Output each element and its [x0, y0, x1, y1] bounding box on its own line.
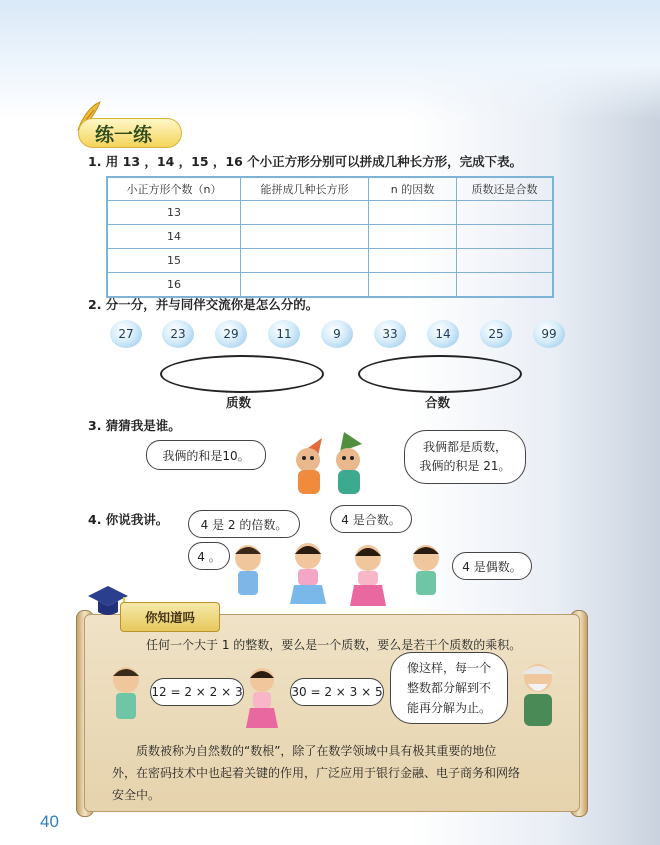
number-bubble: 9 — [321, 320, 353, 348]
number-bubble: 27 — [110, 320, 142, 348]
table-cell — [457, 225, 554, 249]
formula-30-bubble: 30 = 2 × 3 × 5 — [290, 678, 384, 706]
number-bubble: 25 — [480, 320, 512, 348]
girl-illustration — [242, 664, 282, 732]
table-cell — [369, 201, 457, 225]
composite-group-oval — [358, 355, 522, 393]
composite-speech-bubble: 4 是合数。 — [330, 505, 412, 533]
table-cell: 14 — [107, 225, 241, 249]
product-speech-bubble — [404, 430, 526, 484]
question-1-label: 1. 用 13 ，14 ，15 ，16 个小正方形分别可以拼成几种长方形，完成下表。 — [88, 154, 523, 169]
table-row — [107, 273, 553, 298]
table-cell — [457, 249, 554, 273]
number-bubble: 29 — [215, 320, 247, 348]
old-man-illustration — [512, 660, 564, 732]
tip-paragraph-line-2: 外，在密码技术中也起着关键的作用，广泛应用于银行金融、电子商务和网络 — [112, 766, 521, 780]
table-cell: 16 — [107, 273, 241, 298]
product-bubble-line: 我俩都是质数， — [422, 440, 507, 454]
old-man-bubble-line: 像这样，每一个 — [406, 661, 491, 675]
multiple-speech-bubble: 4 是 2 的倍数。 — [188, 510, 300, 538]
old-man-bubble-line: 能再分解为止。 — [406, 701, 491, 715]
even-speech-bubble: 4 是偶数。 — [452, 552, 532, 580]
section-title: 练一练 — [78, 118, 182, 148]
table-cell — [369, 225, 457, 249]
number-bubble: 33 — [374, 320, 406, 348]
table-cell: 15 — [107, 249, 241, 273]
did-you-know-title: 你知道吗 — [120, 602, 220, 632]
number-bubble: 23 — [162, 320, 194, 348]
rectangle-table — [106, 176, 554, 298]
table-cell — [369, 249, 457, 273]
children-illustration — [228, 540, 450, 610]
table-cell: 13 — [107, 201, 241, 225]
number-elves-illustration — [282, 430, 382, 500]
table-row — [107, 201, 553, 225]
table-cell — [457, 201, 554, 225]
prime-group-oval — [160, 355, 324, 393]
page-number: 40 — [40, 812, 59, 831]
product-bubble-line: 我俩的积是 21。 — [419, 459, 511, 473]
tip-line-1: 任何一个大于 1 的整数，要么是一个质数，要么是若干个质数的乘积。 — [146, 638, 522, 652]
table-row — [107, 225, 553, 249]
table-cell — [369, 273, 457, 298]
number-bubble: 99 — [533, 320, 565, 348]
table-header: 小正方形个数（n） — [107, 177, 241, 201]
table-cell — [241, 225, 369, 249]
table-cell — [241, 273, 369, 298]
table-cell — [457, 273, 554, 298]
table-header: n 的因数 — [369, 177, 457, 201]
prime-group-label: 质数 — [226, 395, 252, 410]
boy-illustration — [104, 664, 150, 726]
number-bubble: 11 — [268, 320, 300, 348]
table-header: 能拼成几种长方形 — [241, 177, 369, 201]
table-cell — [241, 249, 369, 273]
question-2-label: 2. 分一分，并与同伴交流你是怎么分的。 — [88, 297, 319, 312]
composite-group-label: 合数 — [425, 395, 451, 410]
old-man-speech-bubble — [390, 652, 508, 724]
tip-paragraph-line-1: 质数被称为自然数的“数根”，除了在数学领域中具有极其重要的地位 — [136, 744, 497, 758]
question-3-label: 3. 猜猜我是谁。 — [88, 418, 181, 433]
tip-paragraph-line-3: 安全中。 — [112, 788, 161, 802]
question-4-label: 4. 你说我讲。 — [88, 512, 169, 527]
formula-12-bubble: 12 = 2 × 2 × 3 — [150, 678, 244, 706]
table-row — [107, 249, 553, 273]
table-cell — [241, 201, 369, 225]
table-header: 质数还是合数 — [457, 177, 554, 201]
number-bubble: 14 — [427, 320, 459, 348]
four-speech-bubble: 4 。 — [188, 542, 230, 570]
old-man-bubble-line: 整数都分解到不 — [406, 681, 491, 695]
sum-speech-bubble: 我俩的和是10。 — [146, 440, 266, 470]
